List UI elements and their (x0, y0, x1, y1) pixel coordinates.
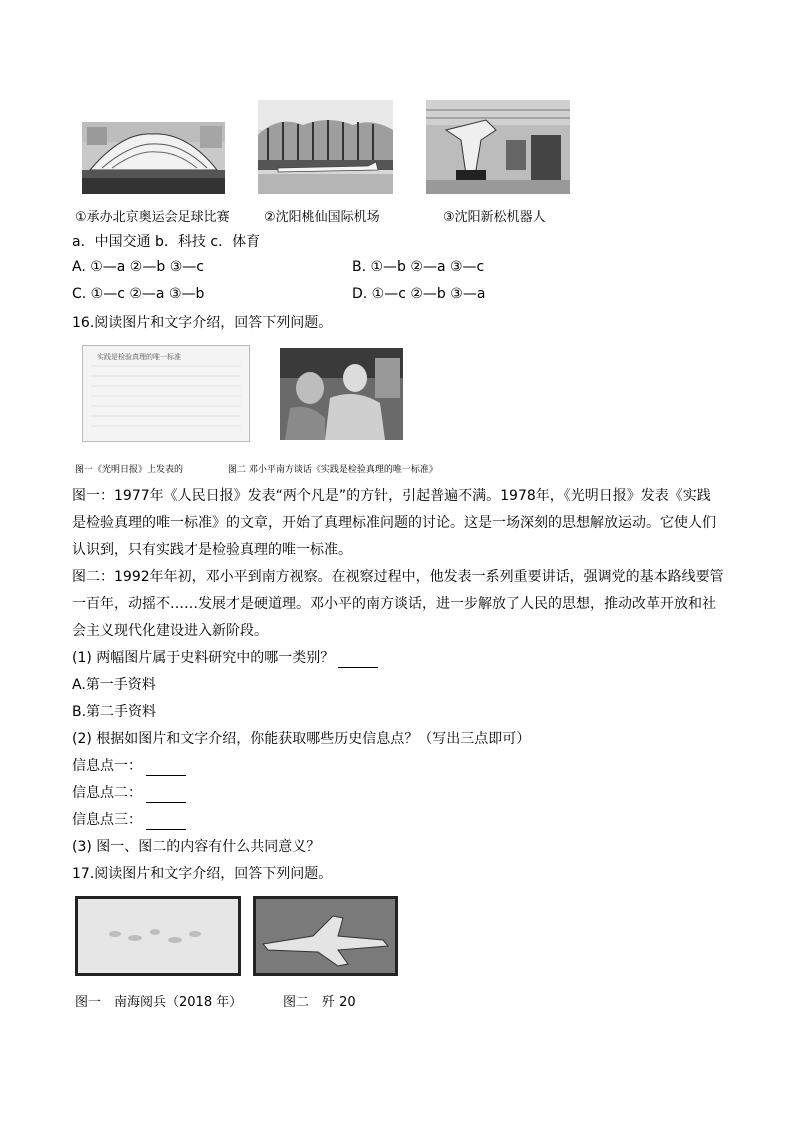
info-point-2 (72, 783, 186, 803)
fig1-caption: 图一《光明日报》上发表的 (75, 465, 184, 475)
option-c[interactable]: C. ①—c ②—a ③—b (72, 286, 205, 302)
naval-review-photo (75, 896, 241, 976)
fig1-naval-caption: 图一 南海阅兵（2018 年） (75, 995, 243, 1010)
fig2-caption: 图二 邓小平南方谈话《实践是检验真理的唯一标准》 (228, 465, 438, 475)
q17-title: 17.阅读图片和文字介绍，回答下列问题。 (72, 866, 333, 882)
q16-title: 16.阅读图片和文字介绍，回答下列问题。 (72, 315, 333, 331)
option-d[interactable]: D. ①—c ②—b ③—a (352, 286, 486, 302)
para1-line2: 是检验真理的唯一标准》的文章，开始了真理标准问题的讨论。这是一场深刻的思想解放运动。它使人们 (72, 515, 716, 531)
robot-photo (426, 100, 570, 194)
airport-caption: ②沈阳桃仙国际机场 (264, 210, 380, 225)
para2-line1: 图二：1992年年初，邓小平到南方视察。在视察过程中，他发表一系列重要讲话，强调党的基本路线要管 (72, 569, 724, 585)
robot-caption: ③沈阳新松机器人 (443, 210, 546, 225)
info-blank-3[interactable] (146, 815, 186, 830)
sub-question-1 (72, 648, 378, 668)
sub-question-3: (3) 图一、图二的内容有什么共同意义？ (72, 839, 321, 855)
stadium-caption: ①承办北京奥运会足球比赛 (75, 210, 230, 225)
newspaper-photo (82, 345, 250, 442)
fig2-j20-caption: 图二 歼 20 (283, 995, 356, 1010)
info-point-3-label: 信息点三： (72, 812, 142, 828)
info-blank-1[interactable] (146, 761, 186, 776)
option-a[interactable]: A. ①—a ②—b ③—c (72, 259, 204, 275)
para1-line3: 认识到，只有实践才是检验真理的唯一标准。 (72, 542, 352, 558)
info-point-1 (72, 756, 186, 776)
option-b[interactable]: B. ①—b ②—a ③—c (352, 259, 485, 275)
choice-b[interactable]: B.第二手资料 (72, 704, 157, 720)
sub-question-2: (2) 根据如图片和文字介绍，你能获取哪些历史信息点？（写出三点即可） (72, 731, 531, 747)
newspaper-headline: 实践是检验真理的唯一标准 (97, 353, 181, 361)
info-blank-2[interactable] (146, 788, 186, 803)
airport-photo (258, 100, 393, 194)
para2-line2: 一百年，动摇不……发展才是硬道理。邓小平的南方谈话，进一步解放了人民的思想，推动改革开放和社 (72, 596, 716, 612)
deng-xiaoping-photo (280, 348, 403, 440)
para2-line3: 会主义现代化建设进入新阶段。 (72, 623, 268, 639)
info-point-3 (72, 810, 186, 830)
sub-question-1-text: (1) 两幅图片属于史料研究中的哪一类别？ (72, 650, 335, 666)
choice-a[interactable]: A.第一手资料 (72, 677, 156, 693)
stadium-photo (82, 122, 225, 194)
j20-fighter-photo (253, 896, 398, 976)
info-point-1-label: 信息点一： (72, 758, 142, 774)
info-point-2-label: 信息点二： (72, 785, 142, 801)
para1-line1: 图一：1977年《人民日报》发表“两个凡是”的方针，引起普遍不满。1978年，《光明日报》发表《实践 (72, 488, 711, 504)
answer-blank[interactable] (338, 653, 378, 668)
category-list: a．中国交通 b．科技 c．体育 (72, 234, 261, 250)
